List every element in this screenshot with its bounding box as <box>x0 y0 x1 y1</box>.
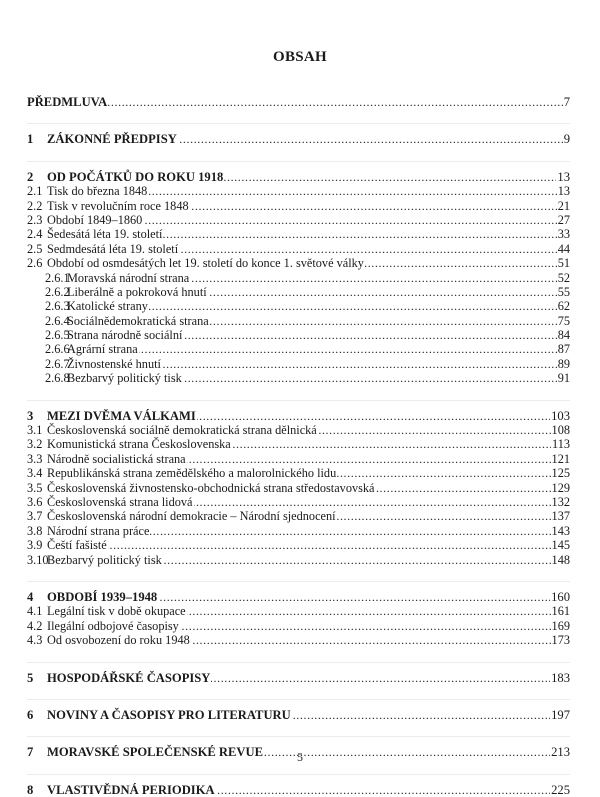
dot-leader <box>318 423 551 437</box>
toc-entry-title: Období 1849–1860 <box>47 212 143 227</box>
toc-entry[interactable] <box>27 590 570 604</box>
toc-entry-number: 3.6 <box>27 494 43 509</box>
toc-entry[interactable] <box>27 604 570 618</box>
toc-entry-number: 2.6.3 <box>45 299 70 314</box>
dot-leader <box>148 184 556 198</box>
toc-entry[interactable] <box>27 227 570 241</box>
toc-entry-title: Čeští fašisté <box>47 538 107 553</box>
dot-leader <box>194 495 551 509</box>
toc-entry[interactable] <box>27 184 570 198</box>
toc-entry[interactable] <box>27 708 570 722</box>
section-divider <box>27 567 570 582</box>
dot-leader <box>163 227 556 241</box>
toc-entry-title: Tisk do března 1848 <box>47 184 148 199</box>
dot-leader <box>191 633 551 647</box>
toc-entry-title: Katolické strany <box>67 299 148 314</box>
section-spacer <box>27 124 570 132</box>
toc-entry[interactable] <box>27 371 570 385</box>
toc-entry-page: 161 <box>551 604 570 619</box>
section-spacer <box>27 775 570 783</box>
toc-entry-number: 2.6.7 <box>45 356 70 371</box>
dot-leader <box>208 285 557 299</box>
toc-entry-number: 1 <box>27 132 34 147</box>
dot-leader <box>190 271 556 285</box>
dot-leader <box>224 170 556 184</box>
dot-leader <box>292 708 550 722</box>
toc-entry-number: 3.1 <box>27 423 43 438</box>
toc-entry[interactable] <box>27 524 570 538</box>
toc-entry-title: MEZI DVĚMA VÁLKAMI <box>47 408 196 423</box>
toc-entry-number: 2.6.8 <box>45 371 70 386</box>
dot-leader <box>108 95 562 109</box>
toc-entry[interactable] <box>27 170 570 184</box>
toc-entry-number: 3.5 <box>27 480 43 495</box>
toc-entry[interactable] <box>27 437 570 451</box>
toc-entry[interactable] <box>27 328 570 342</box>
toc-entry-page: 173 <box>551 633 570 648</box>
toc-entry-title: Sociálnědemokratická strana <box>67 313 209 328</box>
toc-entry-title: NOVINY A ČASOPISY PRO LITERATURU <box>47 707 291 722</box>
toc-entry[interactable] <box>27 314 570 328</box>
toc-entry-page: 225 <box>551 782 570 797</box>
toc-entry-page: 89 <box>557 356 570 371</box>
toc-entry-number: 4.1 <box>27 604 43 619</box>
section-spacer <box>27 162 570 170</box>
toc-entry-number: 3.8 <box>27 523 43 538</box>
section-divider <box>27 722 570 737</box>
toc-entry-page: 91 <box>557 371 570 386</box>
toc-entry-number: 4.2 <box>27 618 43 633</box>
toc-entry-title: Období od osmdesátých let 19. století do konce 1. světové války <box>47 256 364 271</box>
dot-leader <box>187 452 551 466</box>
toc-entry-title: HOSPODÁŘSKÉ ČASOPISY <box>47 670 211 685</box>
toc-entry-number: 2.3 <box>27 212 43 227</box>
toc-entry[interactable] <box>27 481 570 495</box>
section-spacer <box>27 700 570 708</box>
toc-entry[interactable] <box>27 553 570 567</box>
toc-entry[interactable] <box>27 95 570 109</box>
toc-entry-title: Legální tisk v době okupace <box>47 604 186 619</box>
toc-entry-page: 21 <box>557 198 570 213</box>
toc-entry-title: Národně socialistická strana <box>47 451 186 466</box>
toc-entry-page: 87 <box>557 342 570 357</box>
dot-leader <box>180 619 551 633</box>
dot-leader <box>183 371 557 385</box>
dot-leader <box>365 256 557 270</box>
toc-entry-page: 121 <box>551 451 570 466</box>
toc-entry-title: Československá živnostensko-obchodnická strana středostavovská <box>47 480 375 495</box>
toc-entry-page: 169 <box>551 618 570 633</box>
toc-entry[interactable] <box>27 495 570 509</box>
toc-entry[interactable] <box>27 242 570 256</box>
dot-leader <box>108 538 551 552</box>
dot-leader <box>139 342 557 356</box>
toc-entry[interactable] <box>27 342 570 356</box>
toc-entry[interactable] <box>27 256 570 270</box>
toc-entry-title: Strana národně sociální <box>67 328 183 343</box>
toc-entry[interactable] <box>27 671 570 685</box>
dot-leader <box>149 299 557 313</box>
toc-entry-page: 145 <box>551 538 570 553</box>
toc-entry-page: 108 <box>551 423 570 438</box>
toc-entry-page: 7 <box>563 95 570 109</box>
page-title: OBSAH <box>272 49 327 65</box>
toc-entry-number: 2.6.6 <box>45 342 70 357</box>
toc-entry-page: 113 <box>552 437 570 452</box>
toc-entry-title: Moravská národní strana <box>67 270 190 285</box>
toc-entry-page: 44 <box>557 241 570 256</box>
toc-entry[interactable] <box>27 619 570 633</box>
toc-entry-page: 103 <box>551 408 570 423</box>
dot-leader <box>187 604 551 618</box>
dot-leader <box>179 242 557 256</box>
toc-entry-title: Bezbarvý politický tisk <box>67 371 182 386</box>
toc-entry-page: 84 <box>557 328 570 343</box>
toc-entry-number: 3.10 <box>27 552 49 567</box>
toc-entry-page: 132 <box>551 494 570 509</box>
toc-entry-title: Ilegální odbojové časopisy <box>47 618 179 633</box>
toc-entry[interactable] <box>27 285 570 299</box>
toc-entry-title: Živnostenské hnutí <box>67 356 161 371</box>
toc-entry-number: 2.6.5 <box>45 328 70 343</box>
toc-entry-title: Československá sociálně demokratická strana dělnická <box>47 423 317 438</box>
toc-entry-number: 5 <box>27 670 34 685</box>
toc-entry-title: OBDOBÍ 1939–1948 <box>47 589 158 604</box>
toc-entry-page: 55 <box>557 284 570 299</box>
toc-entry-number: 2 <box>27 169 34 184</box>
toc-entry-title: PŘEDMLUVA <box>27 95 108 109</box>
toc-entry-page: 143 <box>551 523 570 538</box>
toc-entry-page: 197 <box>551 707 570 722</box>
toc-entry-title: OD POČÁTKŮ DO ROKU 1918 <box>47 169 224 184</box>
toc-entry[interactable] <box>27 132 570 146</box>
toc-entry-title: Republikánská strana zemědělského a malorolnického lidu <box>47 466 337 481</box>
section-spacer <box>27 401 570 409</box>
toc-entry-title: Československá národní demokracie – Národní sjednocení <box>47 509 336 524</box>
section-divider <box>27 109 570 124</box>
toc-entry[interactable] <box>27 633 570 647</box>
toc-entry-page: 137 <box>551 509 570 524</box>
toc-entry-page: 125 <box>551 466 570 481</box>
toc-entry-page: 52 <box>557 270 570 285</box>
page-number: 5 <box>297 750 303 764</box>
dot-leader <box>150 524 550 538</box>
toc-entry-number: 2.5 <box>27 241 43 256</box>
toc-entry-page: 51 <box>557 256 570 271</box>
toc-entry-page: 75 <box>557 313 570 328</box>
toc-entry-page: 183 <box>551 670 570 685</box>
dot-leader <box>162 357 557 371</box>
toc-entry-title: ZÁKONNÉ PŘEDPISY <box>47 132 177 147</box>
toc-entry-number: 2.6.1 <box>45 270 70 285</box>
toc-entry-title: Bezbarvý politický tisk <box>47 552 162 567</box>
dot-leader <box>337 466 550 480</box>
section-spacer <box>27 663 570 671</box>
toc-entry[interactable] <box>27 452 570 466</box>
dot-leader <box>190 199 557 213</box>
dot-leader <box>337 509 551 523</box>
toc-entry-page: 33 <box>557 227 570 242</box>
toc-entry-page: 129 <box>551 480 570 495</box>
toc-entry-number: 8 <box>27 782 34 797</box>
toc-entry[interactable] <box>27 199 570 213</box>
toc-entry-number: 3.4 <box>27 466 43 481</box>
toc-entry-title: Národní strana práce <box>47 523 150 538</box>
toc-entry-number: 3.7 <box>27 509 43 524</box>
toc-entry-title: Sedmdesátá léta 19. století <box>47 241 179 256</box>
section-divider <box>27 648 570 663</box>
toc-entry-number: 2.2 <box>27 198 43 213</box>
section-divider <box>27 685 570 700</box>
dot-leader <box>211 671 550 685</box>
toc-entry-page: 213 <box>551 745 570 760</box>
toc-entry-number: 3 <box>27 408 34 423</box>
toc-entry[interactable] <box>27 509 570 523</box>
toc-entry[interactable] <box>27 357 570 371</box>
toc-entry-page: 13 <box>557 184 570 199</box>
toc-entry-page: 148 <box>551 552 570 567</box>
toc-entry[interactable] <box>27 538 570 552</box>
dot-leader <box>210 314 557 328</box>
section-divider <box>27 386 570 401</box>
toc-entry-number: 3.3 <box>27 451 43 466</box>
toc-entry-number: 4 <box>27 589 34 604</box>
dot-leader <box>232 437 551 451</box>
toc-entry-number: 2.6.4 <box>45 313 70 328</box>
toc-entry[interactable] <box>27 423 570 437</box>
dot-leader <box>158 590 550 604</box>
toc-entry[interactable] <box>27 271 570 285</box>
toc-entry-number: 4.3 <box>27 633 43 648</box>
toc-entry[interactable] <box>27 299 570 313</box>
toc-entry[interactable] <box>27 409 570 423</box>
toc-entry-title: MORAVSKÉ SPOLEČENSKÉ REVUE <box>47 745 264 760</box>
toc-entry-number: 2.6.2 <box>45 284 70 299</box>
section-spacer <box>27 737 570 745</box>
toc-entry[interactable] <box>27 213 570 227</box>
dot-leader <box>197 409 550 423</box>
toc-entry-number: 2.6 <box>27 256 43 271</box>
toc-entry-title: Československá strana lidová <box>47 494 193 509</box>
toc-entry-page: 27 <box>557 212 570 227</box>
dot-leader <box>163 553 551 567</box>
toc-entry-title: Od osvobození do roku 1948 <box>47 633 190 648</box>
toc-entry-page: 13 <box>557 169 570 184</box>
toc-entry-number: 6 <box>27 707 34 722</box>
toc-entry-number: 2.1 <box>27 184 43 199</box>
toc-entry-page: 9 <box>563 132 570 147</box>
section-divider <box>27 147 570 162</box>
toc-entry-number: 3.9 <box>27 538 43 553</box>
toc-entry-page: 160 <box>551 589 570 604</box>
toc-entry-title: Agrární strana <box>67 342 138 357</box>
table-of-contents <box>27 95 570 797</box>
toc-entry-title: Šedesátá léta 19. století <box>47 227 163 242</box>
toc-entry-number: 3.2 <box>27 437 43 452</box>
dot-leader <box>183 328 556 342</box>
toc-entry-title: Komunistická strana Československa <box>47 437 231 452</box>
toc-entry-page: 62 <box>557 299 570 314</box>
dot-leader <box>376 481 551 495</box>
dot-leader <box>178 132 563 146</box>
dot-leader <box>143 213 556 227</box>
toc-entry-title: Tisk v revolučním roce 1848 <box>47 198 189 213</box>
toc-entry-number: 2.4 <box>27 227 43 242</box>
toc-entry-number: 7 <box>27 745 34 760</box>
toc-entry-title: Liberálně a pokroková hnutí <box>67 284 207 299</box>
toc-entry[interactable] <box>27 466 570 480</box>
section-spacer <box>27 582 570 590</box>
toc-entry-title: VLASTIVĚDNÁ PERIODIKA <box>47 782 215 797</box>
